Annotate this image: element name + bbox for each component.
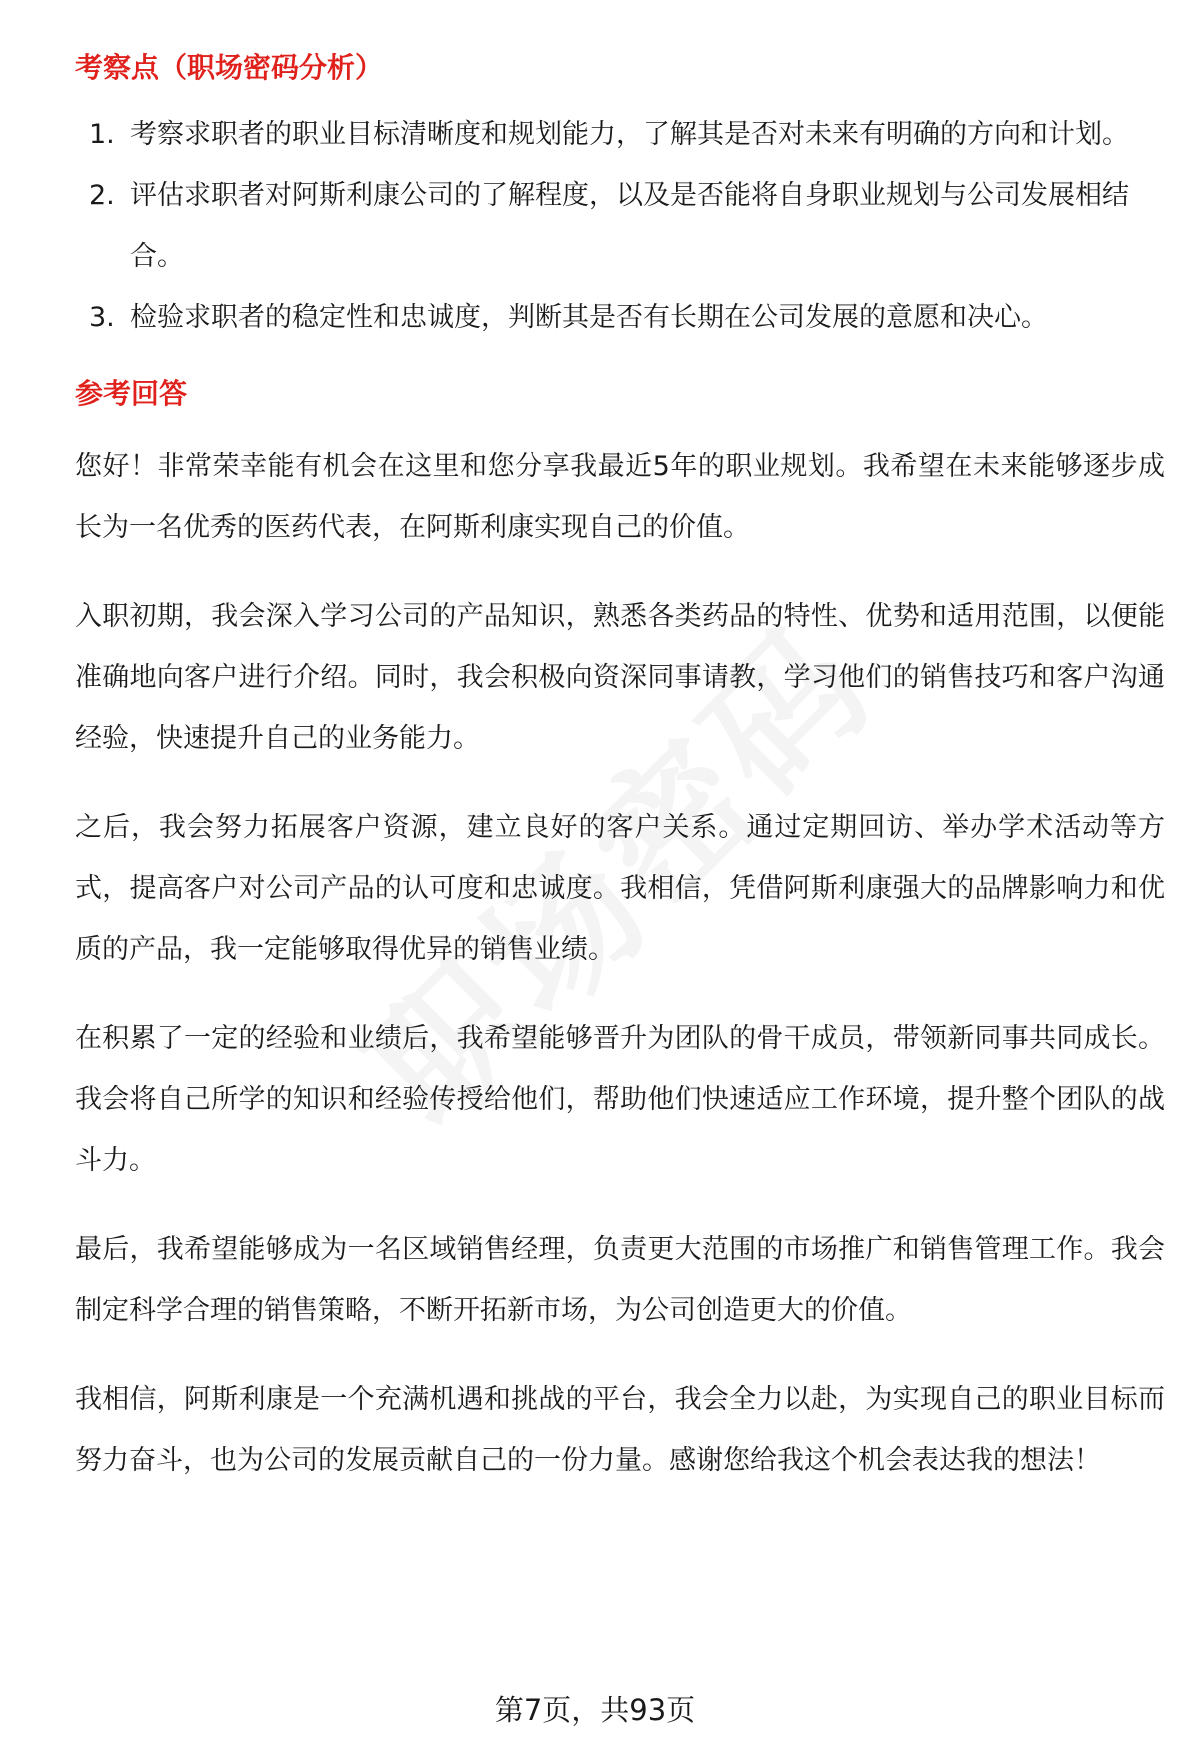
answer-body — [75, 436, 1165, 1491]
answer-heading: 参考回答 — [75, 377, 188, 410]
list-item — [75, 287, 1165, 348]
analysis-list — [75, 104, 1165, 348]
list-item-number: 3. — [89, 302, 115, 333]
answer-paragraph: 我相信，阿斯利康是一个充满机遇和挑战的平台，我会全力以赴，为实现自己的职业目标而努力奋斗，也为公司的发展贡献自己的一份力量。感谢您给我这个机会表达我的想法！ — [75, 1384, 1165, 1476]
list-item — [75, 165, 1165, 287]
list-item-number: 2. — [89, 180, 115, 211]
answer-paragraph: 在积累了一定的经验和业绩后，我希望能够晋升为团队的骨干成员，带领新同事共同成长。我会将自己所学的知识和经验传授给他们，帮助他们快速适应工作环境，提升整个团队的战斗力。 — [75, 1023, 1165, 1176]
list-item-text: 考察求职者的职业目标清晰度和规划能力，了解其是否对未来有明确的方向和计划。 — [130, 119, 1129, 150]
list-item-text: 检验求职者的稳定性和忠诚度，判断其是否有长期在公司发展的意愿和决心。 — [130, 302, 1048, 333]
list-item-text: 评估求职者对阿斯利康公司的了解程度，以及是否能将自身职业规划与公司发展相结合。 — [130, 180, 1129, 272]
list-item-number: 1. — [89, 119, 115, 150]
analysis-heading: 考察点（职场密码分析） — [75, 51, 384, 84]
answer-paragraph: 入职初期，我会深入学习公司的产品知识，熟悉各类药品的特性、优势和适用范围，以便能准确地向客户进行介绍。同时，我会积极向资深同事请教，学习他们的销售技巧和客户沟通经验，快速提升自己的业务能力。 — [75, 601, 1165, 754]
document-content — [75, 48, 1165, 1519]
answer-paragraph: 最后，我希望能够成为一名区域销售经理，负责更大范围的市场推广和销售管理工作。我会制定科学合理的销售策略，不断开拓新市场，为公司创造更大的价值。 — [75, 1234, 1165, 1326]
answer-paragraph: 之后，我会努力拓展客户资源，建立良好的客户关系。通过定期回访、举办学术活动等方式，提高客户对公司产品的认可度和忠诚度。我相信，凭借阿斯利康强大的品牌影响力和优质的产品，我一定能够取得优异的销售业绩。 — [75, 812, 1165, 965]
page-number: 第7页，共93页 — [494, 1693, 696, 1727]
answer-paragraph: 您好！非常荣幸能有机会在这里和您分享我最近5年的职业规划。我希望在未来能够逐步成长为一名优秀的医药代表，在阿斯利康实现自己的价值。 — [75, 451, 1165, 543]
list-item — [75, 104, 1165, 165]
